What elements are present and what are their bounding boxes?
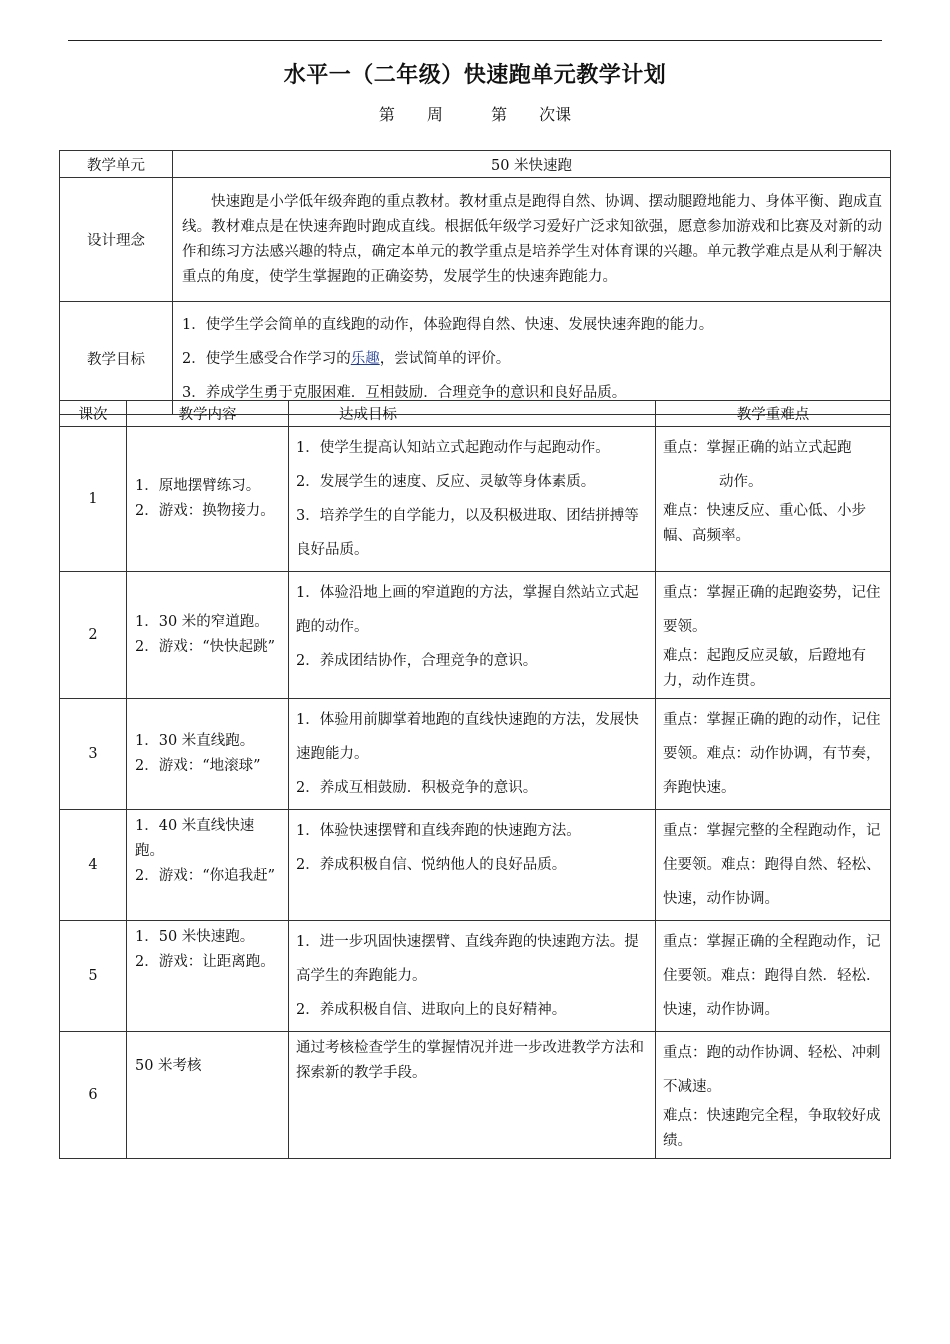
lesson-number: 2 — [60, 572, 127, 699]
concept-label: 设计理念 — [60, 178, 173, 302]
lesson-targets — [289, 810, 656, 921]
target-line: 1．使学生提高认知站立式起跑动作与起跑动作。 — [296, 440, 610, 456]
top-rule — [68, 40, 882, 41]
page-subtitle — [0, 102, 950, 125]
lesson-content — [127, 810, 289, 921]
target-line: 2．养成互相鼓励．积极竞争的意识。 — [296, 780, 538, 796]
key-line: 难点：起跑反应灵敏，后蹬地有力，动作连贯。 — [663, 648, 866, 689]
key-line: 动作。 — [719, 474, 763, 490]
key-line: 难点：快速反应、重心低、小步幅、高频率。 — [663, 503, 866, 544]
target-line: 2．养成积极自信、悦纳他人的良好品质。 — [296, 857, 567, 873]
lesson-key-points — [656, 572, 891, 699]
content-line: 1．原地摆臂练习。 — [135, 478, 261, 494]
goals-label: 教学目标 — [60, 302, 173, 415]
header-target: 达成目标 — [289, 401, 656, 427]
key-line: 重点：掌握完整的全程跑动作，记住要领。难点：跑得自然、轻松、快速，动作协调。 — [663, 823, 881, 907]
target-line: 1．进一步巩固快速摆臂、直线奔跑的快速跑方法。提高学生的奔跑能力。 — [296, 934, 639, 984]
lesson-row — [60, 1032, 891, 1159]
target-line: 1．体验沿地上画的窄道跑的方法，掌握自然站立式起跑的动作。 — [296, 585, 639, 635]
content-line: 1．30 米的窄道跑。 — [135, 614, 269, 630]
lesson-content — [127, 1032, 289, 1159]
content-line: 2．游戏：“你追我赶” — [135, 868, 276, 884]
header-row — [60, 401, 891, 427]
fun-link[interactable]: 乐趣 — [350, 351, 380, 367]
target-line: 1．体验快速摆臂和直线奔跑的快速跑方法。 — [296, 823, 581, 839]
unit-label: 教学单元 — [60, 151, 173, 178]
lesson-key-points — [656, 1032, 891, 1159]
goal-item — [182, 342, 882, 376]
content-line: 2．游戏：“快快起跳” — [135, 639, 276, 655]
lesson-row — [60, 810, 891, 921]
lesson-row — [60, 427, 891, 572]
concept-text: 快速跑是小学低年级奔跑的重点教材。教材重点是跑得自然、协调、摆动腿蹬地能力、身体平衡、跑成直线。教材难点是在快速奔跑时跑成直线。根据低年级学习爱好广泛求知欲强，愿意参加游戏和比赛及对新的动作和练习方法感兴趣的特点，确定本单元的教学重点是培养学生对体育课的兴趣。单元教学难点是从利于解决重点的角度，使学生掌握跑的正确姿势，发展学生的快速奔跑能力。 — [173, 178, 891, 302]
goal-text: 2．使学生感受合作学习的 — [182, 351, 351, 367]
key-line: 难点：快速跑完全程，争取较好成绩。 — [663, 1108, 881, 1149]
key-line: 重点：跑的动作协调、轻松、冲刺不减速。 — [663, 1045, 881, 1095]
lesson-number: 1 — [60, 427, 127, 572]
lesson-key-points — [656, 810, 891, 921]
unit-value: 50 米快速跑 — [173, 151, 891, 178]
lesson-content — [127, 572, 289, 699]
lesson-targets — [289, 427, 656, 572]
lesson-row — [60, 572, 891, 699]
lesson-key-points — [656, 921, 891, 1032]
goal-text: ，尝试简单的评价。 — [379, 351, 511, 367]
lesson-targets — [289, 1032, 656, 1159]
lesson-row — [60, 921, 891, 1032]
goal-item: 1．使学生学会简单的直线跑的动作，体验跑得自然、快速、发展快速奔跑的能力。 — [182, 317, 714, 333]
lesson-targets — [289, 699, 656, 810]
lesson-targets — [289, 921, 656, 1032]
content-line: 1．50 米快速跑。 — [135, 929, 255, 945]
content-line: 50 米考核 — [135, 1058, 202, 1074]
content-line: 2．游戏：换物接力。 — [135, 503, 275, 519]
target-line: 2．发展学生的速度、反应、灵敏等身体素质。 — [296, 474, 596, 490]
key-line: 重点：掌握正确的全程跑动作，记住要领。难点：跑得自然．轻松．快速，动作协调。 — [663, 934, 881, 1018]
header-key: 教学重难点 — [656, 401, 891, 427]
lesson-count-label: 第 次课 — [491, 105, 572, 124]
target-line: 2．养成积极自信、进取向上的良好精神。 — [296, 1002, 567, 1018]
target-line: 通过考核检查学生的掌握情况并进一步改进教学方法和探索新的教学手段。 — [296, 1040, 644, 1081]
target-line: 3．培养学生的自学能力，以及积极进取、团结拼搏等良好品质。 — [296, 508, 639, 558]
key-line: 重点：掌握正确的跑的动作，记住要领。难点：动作协调，有节奏，奔跑快速。 — [663, 712, 881, 796]
target-line: 1．体验用前脚掌着地跑的直线快速跑的方法，发展快速跑能力。 — [296, 712, 639, 762]
page-title: 水平一（二年级）快速跑单元教学计划 — [283, 63, 667, 88]
lesson-content — [127, 921, 289, 1032]
lesson-key-points — [656, 699, 891, 810]
key-line: 重点：掌握正确的站立式起跑 — [663, 440, 852, 456]
week-label: 第 周 — [378, 105, 443, 124]
content-line: 2．游戏：“地滚球” — [135, 758, 261, 774]
content-line: 1．40 米直线快速跑。 — [135, 818, 255, 859]
lesson-number: 4 — [60, 810, 127, 921]
key-line: 重点：掌握正确的起跑姿势，记住要领。 — [663, 585, 881, 635]
content-line: 2．游戏：让距离跑。 — [135, 954, 275, 970]
goal-item: 3．养成学生勇于克服困难．互相鼓励．合理竞争的意识和良好品质。 — [182, 385, 627, 401]
lesson-content — [127, 427, 289, 572]
lesson-table — [59, 400, 891, 1159]
header-content: 教学内容 — [127, 401, 289, 427]
content-line: 1．30 米直线跑。 — [135, 733, 255, 749]
goals-cell — [173, 302, 891, 415]
lesson-number: 3 — [60, 699, 127, 810]
unit-info-table — [59, 150, 891, 415]
target-line: 2．养成团结协作，合理竞争的意识。 — [296, 653, 538, 669]
lesson-content — [127, 699, 289, 810]
lesson-row — [60, 699, 891, 810]
header-lesson: 课次 — [60, 401, 127, 427]
lesson-number: 5 — [60, 921, 127, 1032]
lesson-number: 6 — [60, 1032, 127, 1159]
lesson-key-points — [656, 427, 891, 572]
lesson-targets — [289, 572, 656, 699]
